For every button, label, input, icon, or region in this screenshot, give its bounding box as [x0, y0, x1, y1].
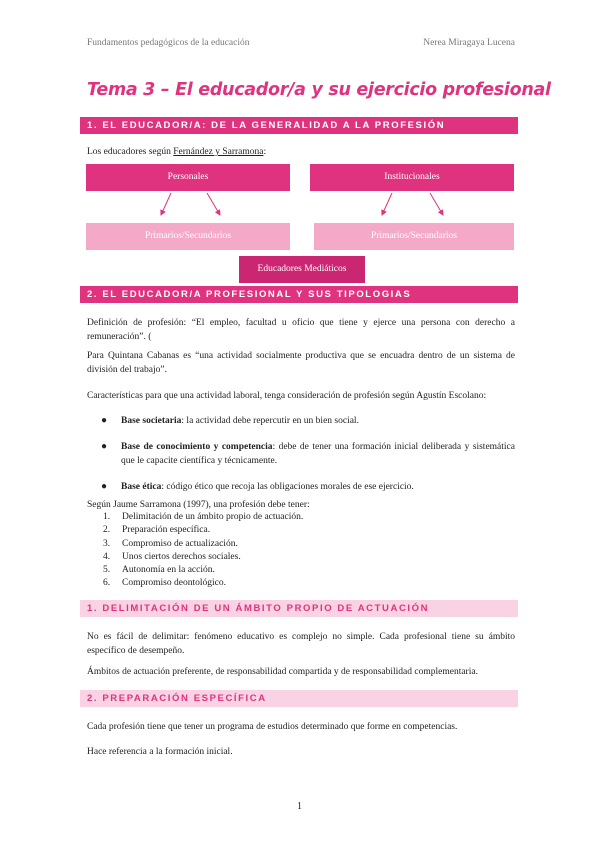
- section-heading-2: 2. EL EDUCADOR/A PROFESIONAL Y SUS TIPOLOGIAS: [80, 286, 518, 303]
- section1-intro: Los educadores según Fernández y Sarramona:: [87, 147, 267, 157]
- header-author: Nerea Miragaya Lucena: [423, 38, 515, 48]
- authors-link: Fernández y Sarramona: [173, 147, 264, 157]
- list-item: 4. Unos ciertos derechos sociales.: [103, 551, 241, 562]
- requirements-list: [87, 511, 515, 591]
- list-item: 5. Autonomía en la acción.: [103, 565, 215, 576]
- list-item: 6. Compromiso deontológico.: [103, 578, 226, 589]
- arrow-right-1: [382, 193, 392, 215]
- diagram-box-mediaticos: Educadores Mediáticos: [239, 256, 365, 283]
- diagram-box-primarios-left: Primarios/Secundarios: [86, 223, 290, 250]
- characteristics-list: [87, 414, 515, 506]
- sub2-paragraph-1: Cada profesión tiene que tener un programa de estudios determinado que forme en competencias.: [87, 722, 458, 732]
- escolano-paragraph: Características para que una actividad laboral, tenga consideración de profesión según Agustín Escolano:: [87, 391, 487, 401]
- sub1-paragraph-2: Ámbitos de actuación preferente, de responsabilidad compartida y de responsabilidad complementaria.: [87, 667, 478, 677]
- list-item: 1. Delimitación de un ámbito propio de actuación.: [103, 512, 304, 522]
- list-item: ● Base de conocimiento y competencia: debe de tener una formación inicial deliberada y sistemática que le capacite científica y técnicamente.: [101, 441, 515, 466]
- diagram-box-institucionales: Institucionales: [310, 164, 514, 191]
- list-item: 3. Compromiso de actualización.: [103, 538, 238, 549]
- diagram-box-primarios-right: Primarios/Secundarios: [314, 223, 514, 250]
- quintana-paragraph: Para Quintana Cabanas es “una actividad socialmente productiva que se encuadra dentro de un sistema de división del trabajo”.: [87, 351, 515, 375]
- arrow-left-2: [207, 193, 220, 215]
- subsection-heading-1: 1. DELIMITACIÓN DE UN ÁMBITO PROPIO DE ACTUACIÓN: [80, 600, 518, 617]
- list-item: ● Base societaria: la actividad debe repercutir en un bien social.: [101, 415, 359, 426]
- diagram-box-personales: Personales: [86, 164, 290, 191]
- section-heading-1: 1. EL EDUCADOR/A: DE LA GENERALIDAD A LA PROFESIÓN: [80, 117, 518, 134]
- sub2-paragraph-2: Hace referencia a la formación inicial.: [87, 747, 233, 757]
- arrow-right-2: [430, 193, 443, 215]
- subsection-heading-2: 2. PREPARACIÓN ESPECÍFICA: [80, 690, 518, 707]
- page-number: 1: [297, 801, 302, 812]
- page-title: Tema 3 – El educador/a y su ejercicio profesional: [87, 80, 551, 100]
- list-item: ● Base ética: código ético que recoja las obligaciones morales de ese ejercicio.: [101, 481, 414, 492]
- definition-paragraph: Definición de profesión: “El empleo, facultad u oficio que tiene y ejerce una persona con derecho a remuneración”. (: [87, 318, 515, 342]
- sub1-paragraph-1: No es fácil de delimitar: fenómeno educativo es complejo no simple. Cada profesional tiene su ámbito específico de desempeño.: [87, 632, 515, 656]
- list-item: 2. Preparación específica.: [103, 525, 211, 536]
- header-course: Fundamentos pedagógicos de la educación: [87, 38, 250, 48]
- arrow-left-1: [161, 193, 171, 215]
- sarramona-paragraph: Según Jaume Sarramona (1997), una profesión debe tener:: [87, 500, 310, 510]
